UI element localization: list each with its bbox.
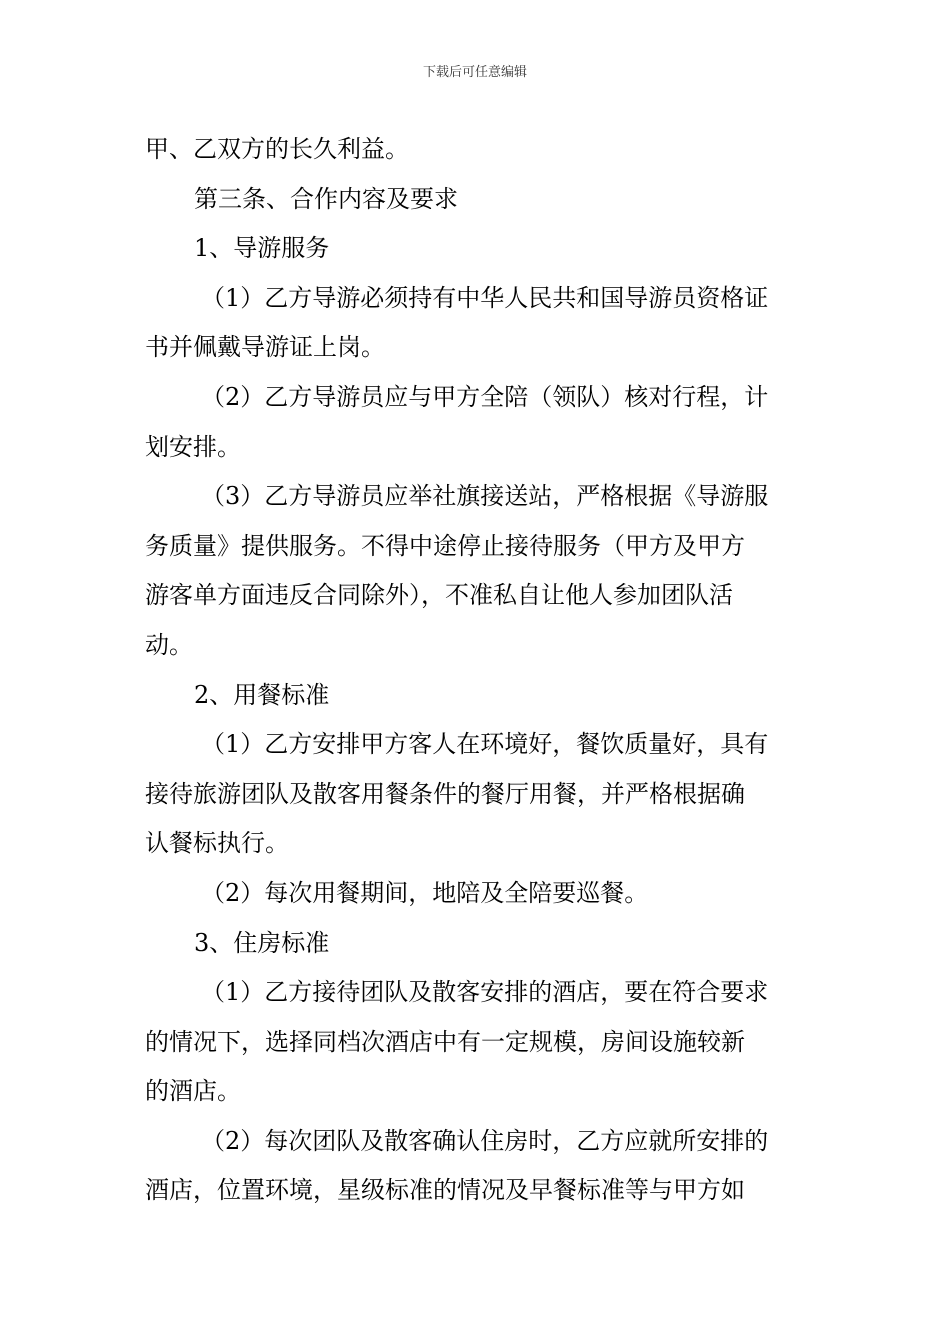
paragraph-line: 的酒店。 <box>145 1077 241 1106</box>
subsection-heading: 3、住房标准 <box>194 928 330 957</box>
page-header: 下载后可任意编辑 <box>422 65 527 80</box>
subsection-heading: 2、用餐标准 <box>194 680 330 709</box>
subsection-heading: 1、导游服务 <box>194 234 330 263</box>
document-body <box>145 125 813 1216</box>
paragraph-line: 游客单方面违反合同除外），不准私自让他人参加团队活 <box>145 581 733 610</box>
paragraph-line: 动。 <box>145 630 193 659</box>
paragraph-line: 务质量》提供服务。不得中途停止接待服务（甲方及甲方 <box>145 531 745 560</box>
paragraph-line: 认餐标执行。 <box>145 829 289 858</box>
paragraph-line: 书并佩戴导游证上岗。 <box>145 333 385 362</box>
paragraph-line: 甲、乙双方的长久利益。 <box>145 135 409 163</box>
paragraph-line: （1）乙方安排甲方客人在环境好，餐饮质量好，具有 <box>201 730 769 759</box>
paragraph-line: （1）乙方导游必须持有中华人民共和国导游员资格证 <box>201 283 769 312</box>
paragraph-line: 划安排。 <box>145 432 241 461</box>
paragraph-line: 酒店，位置环境，星级标准的情况及早餐标准等与甲方如 <box>145 1176 745 1205</box>
paragraph-line: （2）每次团队及散客确认住房时，乙方应就所安排的 <box>201 1126 769 1155</box>
paragraph-line: （1）乙方接待团队及散客安排的酒店，要在符合要求 <box>201 978 769 1007</box>
paragraph-line: 的情况下，选择同档次酒店中有一定规模，房间设施较新 <box>145 1027 745 1056</box>
paragraph-line: （3）乙方导游员应举社旗接送站，严格根据《导游服 <box>201 482 769 511</box>
paragraph-line: （2）乙方导游员应与甲方全陪（领队）核对行程，计 <box>201 382 769 411</box>
section-heading: 第三条、合作内容及要求 <box>194 184 458 213</box>
paragraph-line: 接待旅游团队及散客用餐条件的餐厅用餐，并严格根据确 <box>145 779 745 808</box>
paragraph-line: （2）每次用餐期间，地陪及全陪要巡餐。 <box>201 878 649 907</box>
